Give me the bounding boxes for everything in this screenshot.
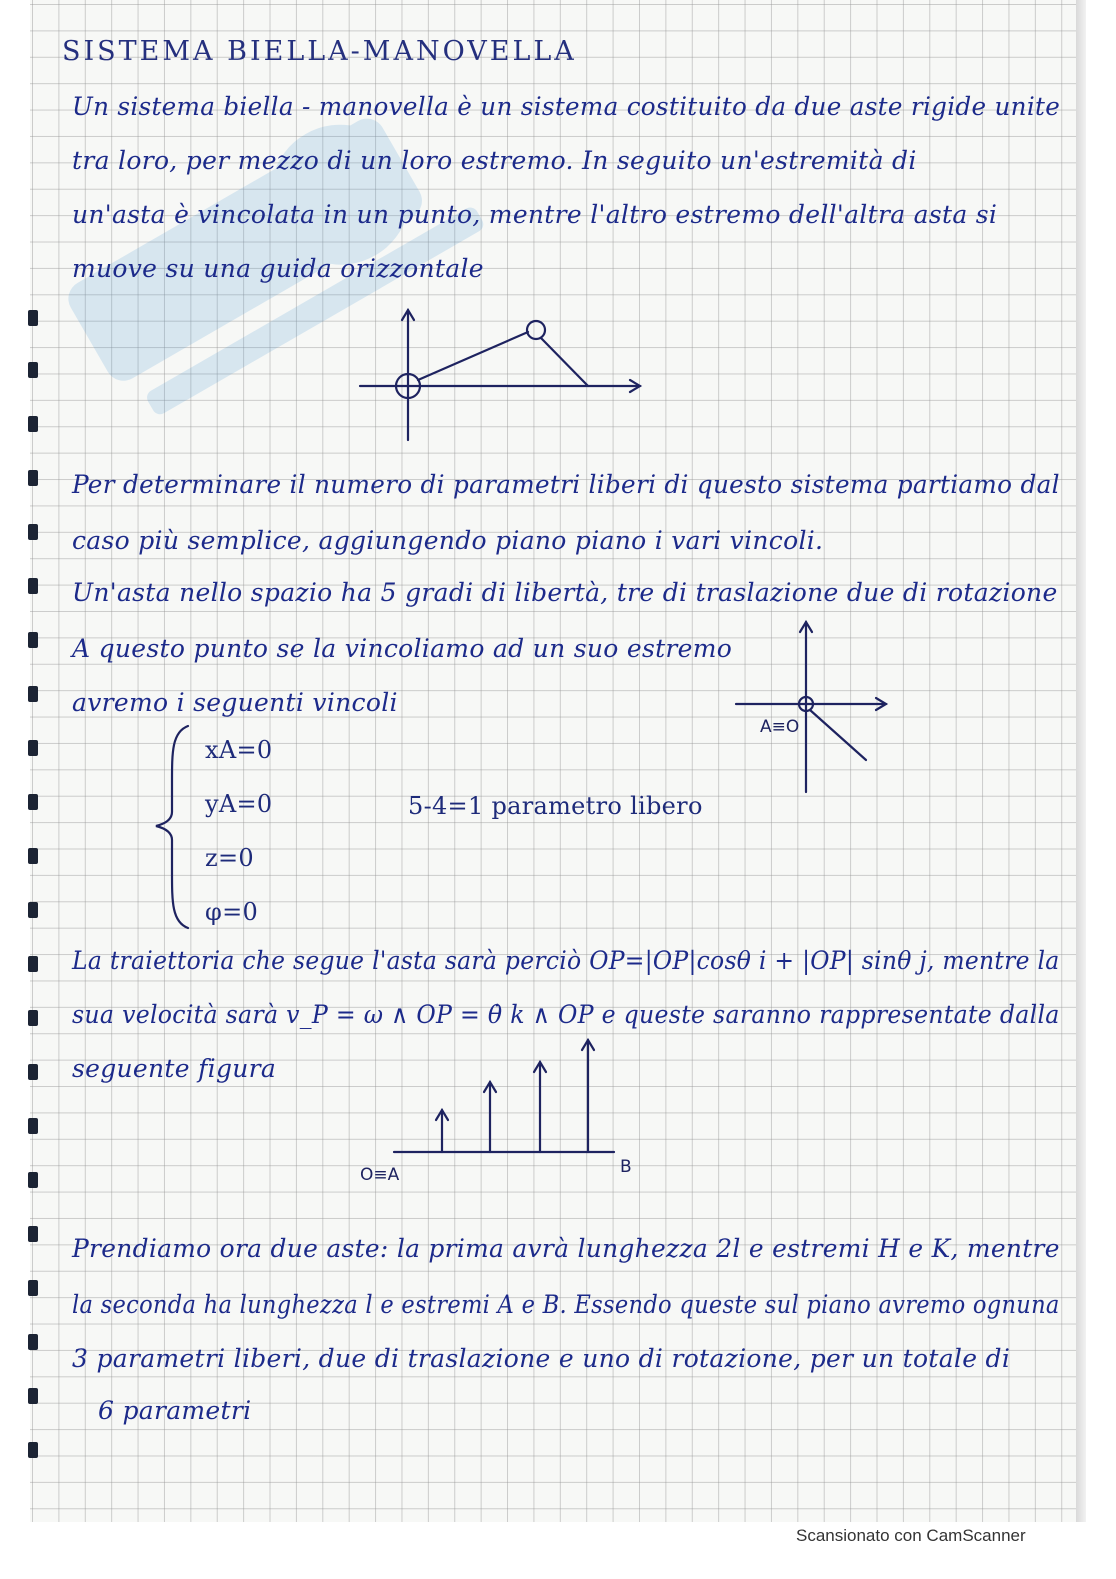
paragraph-line: Prendiamo ora due aste: la prima avrà lunghezza 2l e estremi H e K, mentre bbox=[72, 1234, 1060, 1263]
paragraph-line: muove su una guida orizzontale bbox=[72, 254, 484, 283]
paragraph-line: 3 parametri liberi, due di traslazione e uno di rotazione, per un totale di bbox=[72, 1344, 1011, 1373]
equation: yA=0 bbox=[205, 790, 273, 818]
page-title: SISTEMA BIELLA-MANOVELLA bbox=[62, 36, 577, 67]
page-edge bbox=[1076, 0, 1086, 1522]
label-b: B bbox=[620, 1157, 632, 1177]
system-brace bbox=[150, 722, 200, 932]
paragraph-line: avremo i seguenti vincoli bbox=[72, 688, 398, 717]
result-text: 5-4=1 parametro libero bbox=[408, 792, 703, 820]
paragraph-line: un'asta è vincolata in un punto, mentre l'altro estremo dell'altra asta si bbox=[72, 200, 998, 229]
equation: z=0 bbox=[205, 844, 254, 872]
figure-constrained-rod bbox=[730, 612, 900, 802]
origin-label: A≡O bbox=[760, 717, 800, 737]
paragraph-line: A questo punto se la vincoliamo ad un suo estremo bbox=[72, 634, 733, 663]
paragraph-line: La traiettoria che segue l'asta sarà perciò OP=|OP|cosθ i + |OP| sinθ j, mentre la bbox=[72, 946, 1060, 975]
paragraph-line: Un sistema biella - manovella è un sistema costituito da due aste rigide unite bbox=[72, 92, 1061, 121]
paragraph-line: Un'asta nello spazio ha 5 gradi di libertà, tre di traslazione due di rotazione bbox=[72, 578, 1058, 607]
figure-velocity-profile bbox=[358, 1030, 648, 1190]
paragraph-line: 6 parametri bbox=[98, 1396, 252, 1425]
spiral-binding bbox=[28, 300, 42, 1500]
paragraph-line: caso più semplice, aggiungendo piano piano i vari vincoli. bbox=[72, 526, 824, 555]
paragraph-line: sua velocità sarà v_P = ω ∧ OP = θ̇ k ∧ OP e queste saranno rappresentate dalla bbox=[72, 1000, 1060, 1029]
paragraph-line: seguente figura bbox=[72, 1054, 277, 1083]
label-origin: O≡A bbox=[360, 1165, 400, 1185]
paragraph-line: Per determinare il numero di parametri liberi di questo sistema partiamo dal bbox=[72, 470, 1060, 499]
equation: xA=0 bbox=[205, 736, 273, 764]
equation: φ=0 bbox=[205, 898, 259, 926]
figure-crank-rod bbox=[350, 300, 660, 450]
paragraph-line: tra loro, per mezzo di un loro estremo. In seguito un'estremità di bbox=[72, 146, 917, 175]
paragraph-line: la seconda ha lunghezza l e estremi A e B. Essendo queste sul piano avremo ognuna bbox=[72, 1290, 1060, 1319]
scanner-footer: Scansionato con CamScanner bbox=[796, 1526, 1026, 1545]
